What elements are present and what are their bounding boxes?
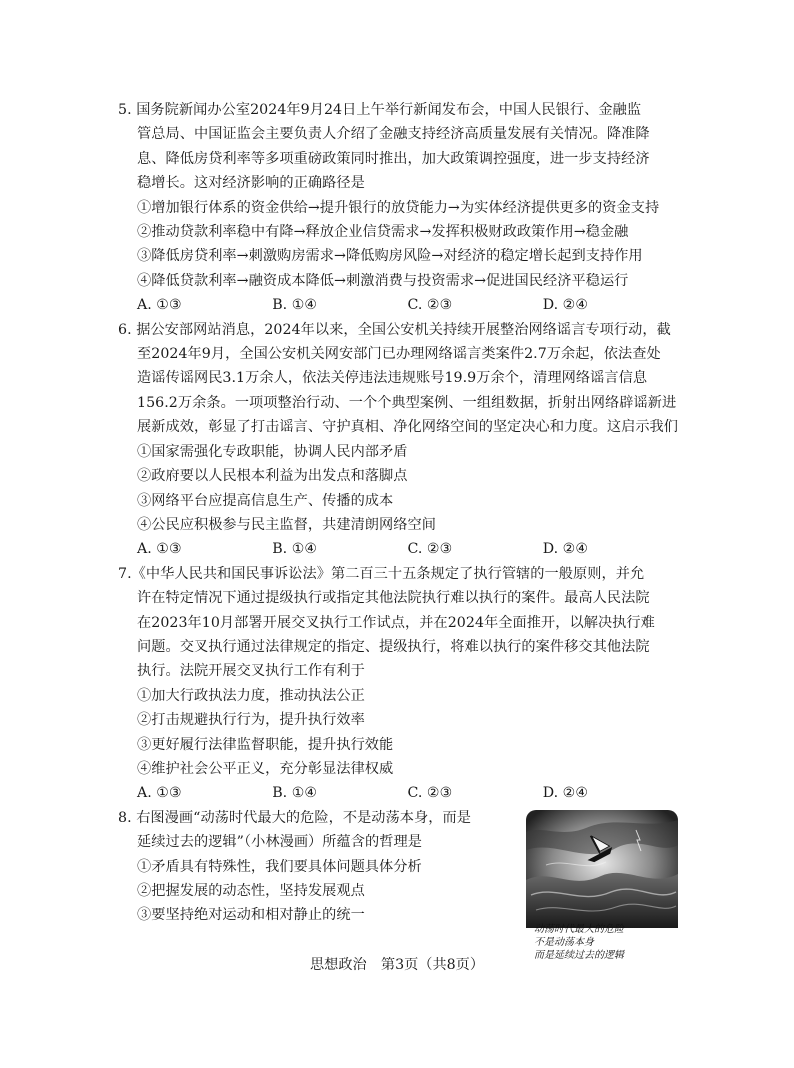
- statement-option: ②政府要以人民根本利益为出发点和落脚点: [137, 468, 408, 485]
- question-7: [118, 562, 678, 806]
- statement-option: ②打击规避执行行为，提升执行效率: [137, 712, 365, 729]
- comic-caption-line: 而是延续过去的逻辑: [534, 949, 624, 961]
- choice-a: A. ①③: [137, 785, 182, 802]
- comic-caption-line: 不是动荡本身: [534, 936, 594, 948]
- exam-page: [118, 98, 679, 961]
- answer-choices: [118, 537, 678, 561]
- question-text: 156.2万余条。一项项整治行动、一个个典型案例、一组组数据，折射出网络辟谣新进: [137, 394, 677, 411]
- statement-option: ④降低贷款利率→融资成本降低→刺激消费与投资需求→促进国民经济平稳运行: [137, 272, 629, 289]
- choice-c: C. ②③: [407, 785, 453, 802]
- question-text: 问题。交叉执行通过法律规定的指定、提级执行，将难以执行的案件移交其他法院: [137, 638, 650, 655]
- question-text: 稳增长。这对经济影响的正确路径是: [137, 175, 365, 192]
- statement-option: ③更好履行法律监督职能，提升执行效能: [137, 736, 394, 753]
- question-text: 在2023年10月部署开展交叉执行工作试点，并在2024年全面推开，以解决执行难: [137, 614, 655, 631]
- statement-option: ①加大行政执法力度，推动执法公正: [137, 687, 365, 704]
- storm-boat-illustration: [526, 810, 678, 928]
- statement-option: ③要坚持绝对运动和相对静止的统一: [137, 907, 365, 924]
- choice-d: D. ②④: [542, 785, 589, 802]
- question-text: 展新成效，彰显了打击谣言、守护真相、净化网络空间的坚定决心和力度。这启示我们: [137, 419, 679, 436]
- question-6: [118, 318, 678, 562]
- statement-option: ①矛盾具有特殊性，我们要具体问题具体分析: [137, 858, 422, 875]
- statement-option: ④公民应积极参与民主监督，共建清朗网络空间: [137, 516, 436, 533]
- question-text: 6. 据公安部网站消息，2024年以来，全国公安机关持续开展整治网络谣言专项行动，截: [118, 321, 671, 338]
- choice-c: C. ②③: [407, 297, 453, 314]
- choice-a: A. ①③: [137, 297, 182, 314]
- question-8: [118, 806, 678, 961]
- choice-c: C. ②③: [407, 541, 453, 558]
- statement-option: ③降低房贷利率→刺激购房需求→降低购房风险→对经济的稳定增长起到支持作用: [137, 248, 643, 265]
- question-5: [118, 98, 678, 318]
- answer-choices: [118, 781, 678, 805]
- question-text: 至2024年9月，全国公安机关网安部门已办理网络谣言类案件2.7万余起，依法查处: [137, 346, 661, 363]
- choice-d: D. ②④: [542, 541, 589, 558]
- statement-option: ②推动贷款利率稳中有降→释放企业信贷需求→发挥积极财政政策作用→稳金融: [137, 224, 629, 241]
- question-text: 5. 国务院新闻办公室2024年9月24日上午举行新闻发布会，中国人民银行、金融监: [118, 102, 642, 118]
- comic-caption-line: 动荡时代最大的危险: [534, 923, 624, 935]
- statement-option: ②把握发展的动态性，坚持发展观点: [137, 883, 365, 899]
- statement-option: ④维护社会公平正义，充分彰显法律权威: [137, 760, 394, 777]
- question-text: 执行。法院开展交叉执行工作有利于: [137, 663, 365, 680]
- choice-a: A. ①③: [137, 541, 182, 558]
- question-text: 管总局、中国证监会主要负责人介绍了金融支持经济高质量发展有关情况。降准降: [137, 126, 650, 143]
- statement-option: ③网络平台应提高信息生产、传播的成本: [137, 492, 394, 509]
- answer-choices: [118, 293, 678, 317]
- question-text: 延续过去的逻辑”（小林漫画）所蕴含的哲理是: [137, 834, 422, 851]
- question-text: 造谣传谣网民3.1万余人，依法关停违法违规账号19.9万余个，清理网络谣言信息: [137, 370, 648, 387]
- statement-option: ①增加银行体系的资金供给→提升银行的放贷能力→为实体经济提供更多的资金支持: [137, 199, 660, 216]
- choice-b: B. ①④: [272, 785, 318, 802]
- question-text: 8. 右图漫画“动荡时代最大的危险，不是动荡本身，而是: [118, 809, 471, 826]
- statement-option: ①国家需强化专政职能，协调人民内部矛盾: [137, 443, 408, 460]
- question-text: 7.《中华人民共和国民事诉讼法》第二百三十五条规定了执行管辖的一般原则，并允: [118, 565, 645, 582]
- choice-d: D. ②④: [542, 297, 589, 314]
- choice-b: B. ①④: [272, 297, 318, 314]
- question-text: 息、降低房贷利率等多项重磅政策同时推出，加大政策调控强度，进一步支持经济: [137, 150, 650, 167]
- choice-b: B. ①④: [272, 541, 318, 558]
- page-footer: 思想政治 第3页（共8页）: [309, 957, 485, 973]
- question-text: 许在特定情况下通过提级执行或指定其他法院执行难以执行的案件。最高人民法院: [137, 590, 650, 607]
